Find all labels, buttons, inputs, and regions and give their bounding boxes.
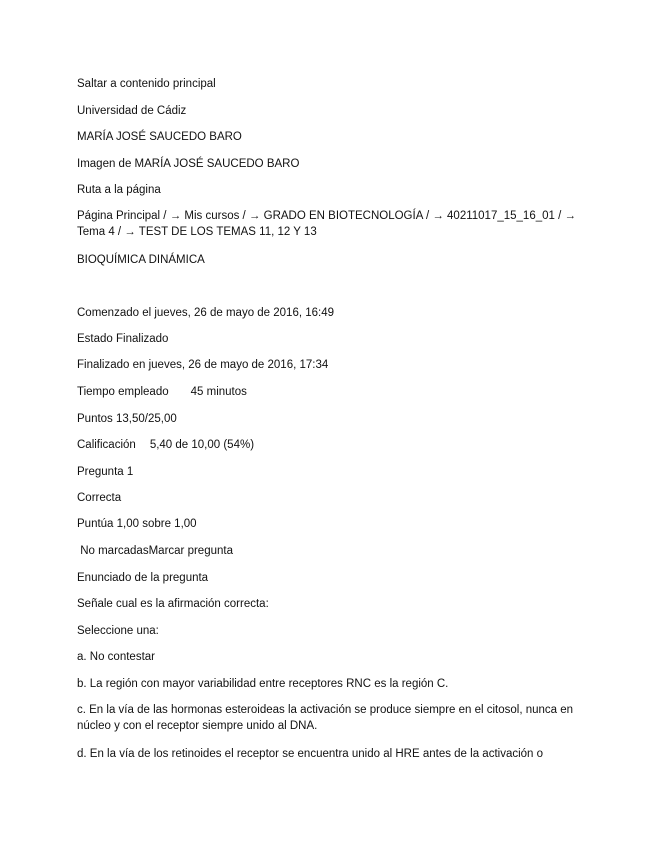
breadcrumb-separator: / → xyxy=(114,226,139,238)
course-title: BIOQUÍMICA DINÁMICA xyxy=(77,254,205,266)
question-score: Puntúa 1,00 sobre 1,00 xyxy=(77,518,197,530)
breadcrumb-course-code[interactable]: 40211017_15_16_01 xyxy=(447,210,555,222)
summary-started xyxy=(77,305,577,321)
started-value: jueves, 26 de mayo de 2016, 16:49 xyxy=(154,307,335,319)
summary-grade xyxy=(77,437,577,453)
breadcrumb-separator: / → xyxy=(239,210,264,222)
breadcrumb-home[interactable]: Página Principal xyxy=(77,210,161,222)
summary-finished xyxy=(77,357,577,373)
skip-to-content-link[interactable] xyxy=(77,76,577,92)
flag-question-control[interactable] xyxy=(77,543,577,559)
answer-option-a[interactable]: a. No contestar xyxy=(77,651,155,663)
grade-label: Calificación xyxy=(77,439,136,451)
flag-state: No marcadas xyxy=(77,545,149,557)
summary-points xyxy=(77,411,577,427)
state-value: Finalizado xyxy=(116,333,169,345)
finished-value: jueves, 26 de mayo de 2016, 17:34 xyxy=(148,359,329,371)
flag-question-button[interactable]: Marcar pregunta xyxy=(148,545,233,557)
breadcrumb-separator: / → xyxy=(422,210,448,222)
breadcrumb-my-courses[interactable]: Mis cursos xyxy=(184,210,240,222)
answer-option-b[interactable]: b. La región con mayor variabilidad entre receptores RNC es la región C. xyxy=(77,678,449,690)
question-statement-heading: Enunciado de la pregunta xyxy=(77,572,209,584)
question-number: Pregunta 1 xyxy=(77,466,134,478)
select-one-label: Seleccione una: xyxy=(77,625,159,637)
breadcrumb xyxy=(77,208,577,240)
breadcrumb-degree[interactable]: GRADO EN BIOTECNOLOGÍA xyxy=(263,210,423,222)
summary-state xyxy=(77,331,577,347)
breadcrumb-separator: / → xyxy=(160,210,185,222)
user-avatar-alt-text: Imagen de MARÍA JOSÉ SAUCEDO BARO xyxy=(77,158,300,170)
breadcrumb-separator: / → xyxy=(554,210,576,222)
university-name: Universidad de Cádiz xyxy=(77,105,187,117)
question-prompt: Señale cual es la afirmación correcta: xyxy=(77,598,269,610)
grade-value: 5,40 de 10,00 (54%) xyxy=(149,439,255,451)
breadcrumb-test[interactable]: TEST DE LOS TEMAS 11, 12 Y 13 xyxy=(138,226,317,238)
started-label: Comenzado el xyxy=(77,307,152,319)
points-label: Puntos xyxy=(77,413,113,425)
answer-option-c[interactable]: c. En la vía de las hormonas esteroideas la activación se produce siempre en el citosol, nunca en núcleo y con el receptor siempre unido al DNA. xyxy=(77,704,574,732)
breadcrumb-topic[interactable]: Tema 4 xyxy=(77,226,115,238)
answer-option-d[interactable]: d. En la vía de los retinoides el receptor se encuentra unido al HRE antes de la activación o xyxy=(77,748,544,760)
finished-label: Finalizado en xyxy=(77,359,146,371)
question-status: Correcta xyxy=(77,492,122,504)
time-label: Tiempo empleado xyxy=(77,386,169,398)
summary-time xyxy=(77,384,577,400)
breadcrumb-heading: Ruta a la página xyxy=(77,184,161,196)
user-name[interactable]: MARÍA JOSÉ SAUCEDO BARO xyxy=(77,131,242,143)
time-value: 45 minutos xyxy=(190,386,247,398)
points-value: 13,50/25,00 xyxy=(116,413,177,425)
state-label: Estado xyxy=(77,333,113,345)
skip-link-text[interactable]: Saltar a contenido principal xyxy=(77,78,216,90)
